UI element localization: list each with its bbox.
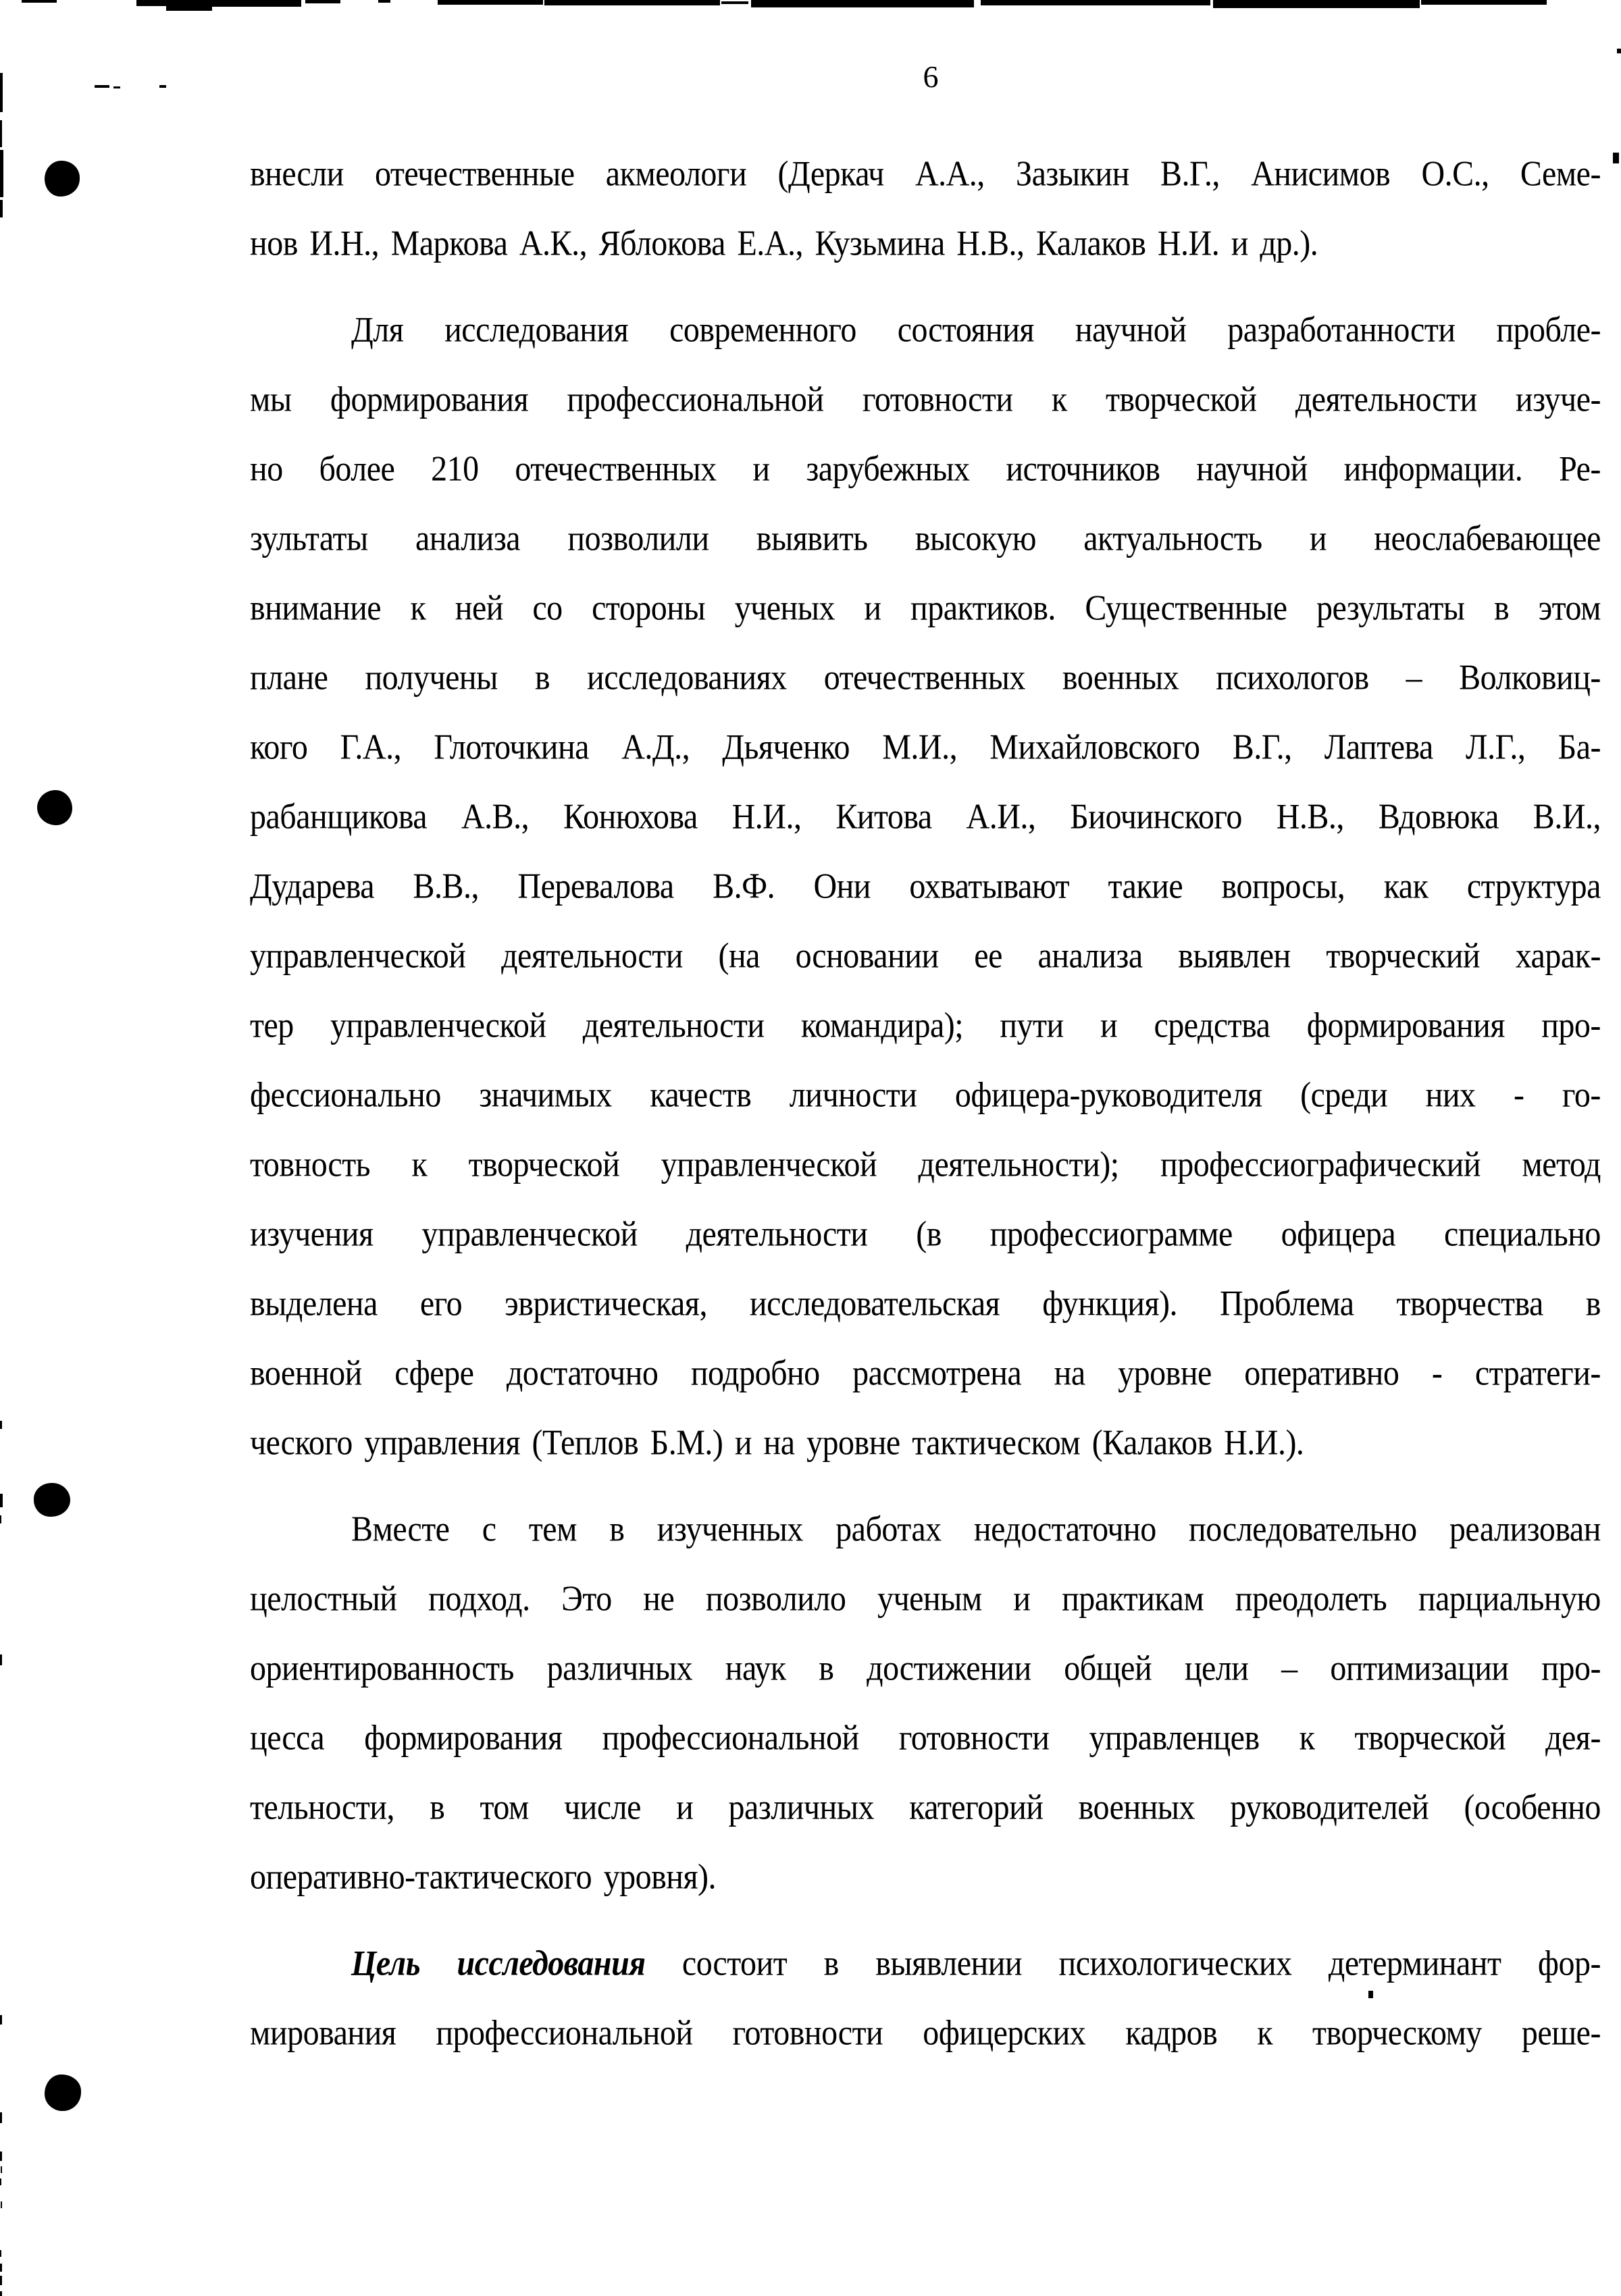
scan-edge-mark [0,1515,1,1523]
text-line: фессионально значимых качеств личности офицера-руководителя (среди них - го- [250,1075,1601,1115]
scan-edge-mark [0,2250,1,2257]
text-line: изучения управленческой деятельности (в профессиограмме офицера специально [250,1214,1601,1254]
scan-speck [1617,49,1621,53]
text-line: военной сфере достаточно подробно рассмотрена на уровне оперативно - стратеги- [250,1353,1601,1393]
text-line: управленческой деятельности (на основании ее анализа выявлен творческий харак- [250,936,1601,976]
text-line: кого Г.А., Глоточкина А.Д., Дьяченко М.И., Михайловского В.Г., Лаптева Л.Г., Ба- [250,727,1601,767]
scan-artifact-top-bar [544,0,720,5]
scan-edge-mark [0,2264,2,2272]
scan-artifact-top-bar [22,0,57,3]
text-line: целостный подход. Это не позволило ученым и практикам преодолеть парциальную [250,1579,1601,1619]
text-line: Дударева В.В., Перевалова В.Ф. Они охватывают такие вопросы, как структура [250,866,1601,906]
text-line: Для исследования современного состояния научной разработанности пробле- [351,310,1601,350]
scan-artifact-top-bar [166,0,212,11]
text-line: мирования профессиональной готовности офицерских кадров к творческому реше- [250,2013,1601,2053]
text-line: товность к творческой управленческой деятельности); профессиографический метод [250,1145,1601,1184]
scan-edge-mark [0,1654,2,1665]
scan-artifact-top-bar [212,0,301,7]
scan-edge-mark [0,2112,2,2123]
text-line: внесли отечественные акмеологи (Деркач А.А., Зазыкин В.Г., Анисимов О.С., Семе- [250,154,1601,194]
scan-edge-mark [1,2166,2,2173]
page-number: 6 [923,59,939,94]
text-line: тер управленческой деятельности командира); пути и средства формирования про- [250,1006,1601,1045]
scan-speck [113,86,120,88]
scan-edge-mark [0,1421,2,1429]
scan-edge-mark [0,2291,2,2296]
scan-edge-mark [1,2201,2,2208]
scan-edge-mark [0,2151,2,2161]
text-line: Вместе с тем в изученных работах недостаточно последовательно реализован [351,1509,1601,1549]
scan-edge-mark [0,150,3,197]
document-text [250,139,1601,2068]
scan-artifact-top-bar [305,0,340,3]
text-line: выделена его эвристическая, исследовательская функция). Проблема творчества в [250,1284,1601,1324]
text-line: плане получены в исследованиях отечественных военных психологов – Волковиц- [250,658,1601,698]
text-line: ориентированность различных наук в достижении общей цели – оптимизации про- [250,1648,1601,1688]
ink-blob [45,2075,81,2111]
scan-artifact-top-bar [136,0,166,6]
scan-artifact-top-bar [438,0,543,5]
scan-edge-mark [0,120,2,147]
text-line: цесса формирования профессиональной готовности управленцев к творческой дея- [250,1718,1601,1758]
scan-edge-mark [0,73,3,112]
text-line: рабанщикова А.В., Конюхова Н.И., Китова А.И., Биочинского Н.В., Вдовюка В.И., [250,797,1601,837]
ink-blob [34,1483,70,1517]
text-line: ческого управления (Теплов Б.М.) и на уровне тактическом (Калаков Н.И.). [250,1423,1304,1463]
scan-edge-mark [0,2178,1,2185]
text-line: Цель исследования состоит в выявлении психологических детерминант фор- [351,1943,1601,1983]
scan-edge-mark [0,2015,2,2025]
text-line: зультаты анализа позволили выявить высокую актуальность и неослабевающее [250,519,1601,558]
scan-artifact-top-bar [1213,0,1420,8]
text-line: но более 210 отечественных и зарубежных источников научной информации. Ре- [250,449,1601,489]
scan-artifact-top-bar [751,0,974,7]
scan-edge-mark [0,200,3,217]
scan-speck [1613,153,1619,163]
scan-speck [159,85,166,88]
scan-speck [95,85,109,88]
text-line: оперативно-тактического уровня). [250,1857,717,1897]
text-line: тельности, в том числе и различных категорий военных руководителей (особенно [250,1788,1601,1827]
text-line: мы формирования профессиональной готовности к творческой деятельности изуче- [250,380,1601,419]
scan-artifact-top-bar [721,1,748,4]
scan-edge-mark [0,1494,3,1507]
ink-blob [37,790,72,825]
scan-artifact-top-bar [981,0,1210,5]
text-line: внимание к ней со стороны ученых и практиков. Существенные результаты в этом [250,588,1601,628]
scan-edge-mark [0,2276,2,2285]
text-line: нов И.Н., Маркова А.К., Яблокова Е.А., Кузьмина Н.В., Калаков Н.И. и др.). [250,224,1318,263]
scan-artifact-top-bar [1421,0,1547,5]
ink-blob [45,161,80,197]
scan-artifact-top-bar [378,0,390,3]
